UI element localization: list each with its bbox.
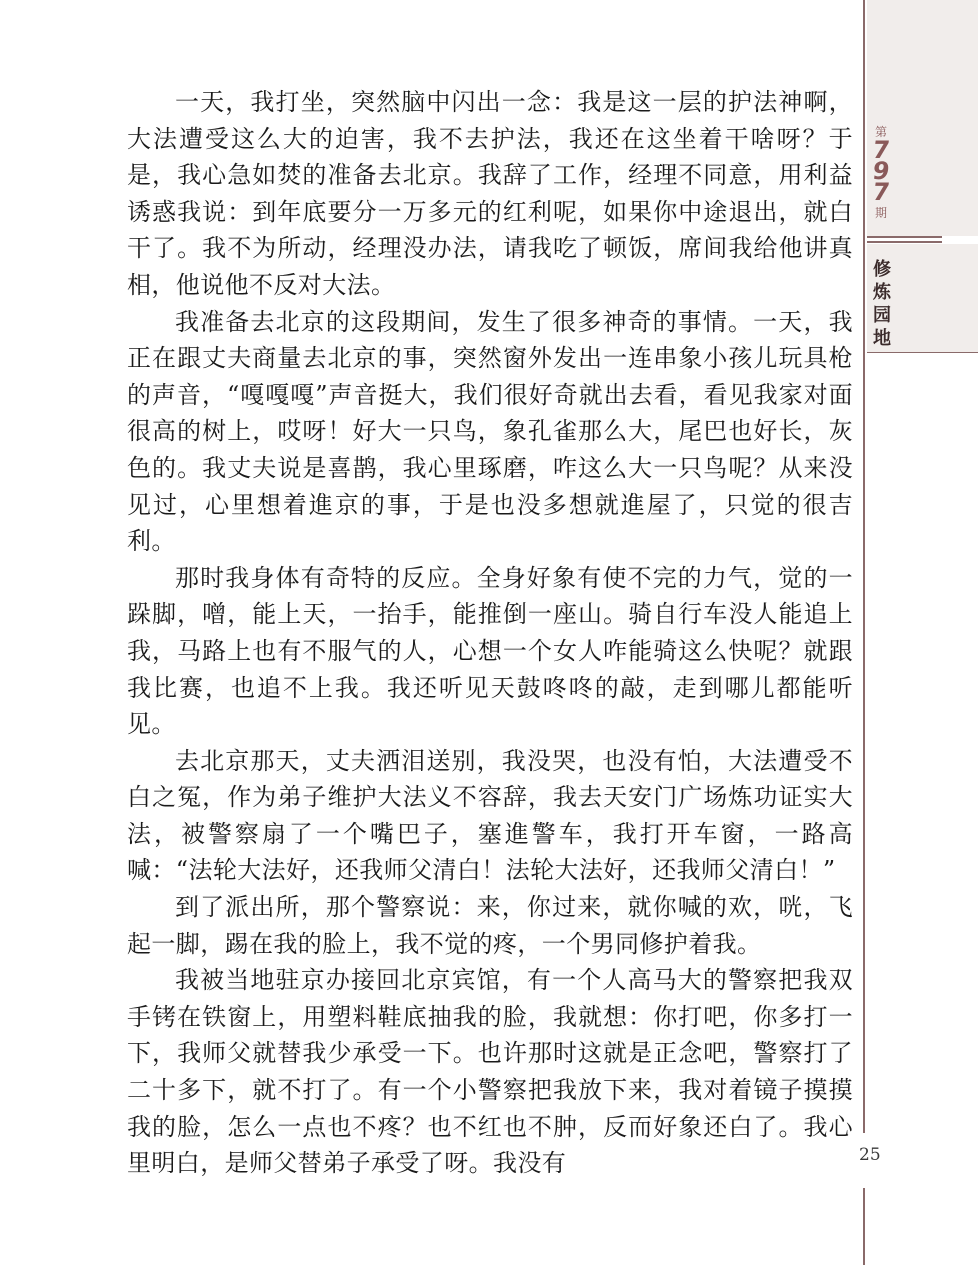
paragraph: 我准备去北京的这段期间，发生了很多神奇的事情。一天，我正在跟丈夫商量去北京的事，突然窗外发出一连串象小孩儿玩具枪的声音，“嘎嘎嘎”声音挺大，我们很好奇就出去看，看见我家对面很高的树上，哎呀！好大一只鸟，象孔雀那么大，尾巴也好长，灰色的。我丈夫说是喜鹊，我心里琢磨，咋这么大一只鸟呢？从来没见过，心里想着進京的事，于是也没多想就進屋了，只觉的很吉利。 [127, 307, 853, 556]
issue-digit: 7 [870, 136, 892, 164]
issue-number [870, 124, 892, 221]
section-char: 地 [873, 328, 891, 349]
section-char: 修 [873, 259, 891, 280]
issue-digit: 9 [870, 157, 892, 185]
divider [867, 352, 978, 353]
divider [867, 241, 942, 243]
paragraph: 一天，我打坐，突然脑中闪出一念：我是这一层的护法神啊，大法遭受这么大的迫害，我不去护法，我还在这坐着干啥呀？于是，我心急如焚的准备去北京。我辞了工作，经理不同意，用利益诱惑我说：到年底要分一万多元的红利呢，如果你中途退出，就白干了。我不为所动，经理没办法，请我吃了顿饭，席间我给他讲真相，他说他不反对大法。 [127, 88, 853, 299]
section-title [869, 258, 895, 350]
paragraph: 我被当地驻京办接回北京宾馆，有一个人高马大的警察把我双手铐在铁窗上，用塑料鞋底抽我的脸，我就想：你打吧，你多打一下，我师父就替我少承受一下。也许那时这就是正念吧，警察打了二十多下，就不打了。有一个小警察把我放下来，我对着镜子摸摸我的脸，怎么一点也不疼？也不红也不肿，反而好象还白了。我心里明白，是师父替弟子承受了呀。我没有 [127, 966, 853, 1178]
issue-digit: 7 [870, 178, 892, 206]
sidebar-rule-lower [863, 1188, 865, 1265]
page-number: 25 [859, 1145, 881, 1165]
section-char: 园 [873, 305, 891, 326]
divider [867, 236, 942, 238]
section-char: 炼 [873, 282, 891, 303]
paragraph: 那时我身体有奇特的反应。全身好象有使不完的力气，觉的一跺脚，噌，能上天，一抬手，能推倒一座山。骑自行车没人能追上我，马路上也有不服气的人，心想一个女人咋能骑这么快呢？就跟我比赛，也追不上我。我还听见天鼓咚咚的敲，走到哪儿都能听见。 [127, 563, 853, 739]
article-body [127, 84, 853, 1184]
issue-prefix: 第 [874, 125, 887, 139]
paragraph: 去北京那天，丈夫洒泪送别，我没哭，也没有怕，大法遭受不白之冤，作为弟子维护大法义不容辞，我去天安门广场炼功证实大法，被警察扇了一个嘴巴子，塞進警车，我打开车窗，一路高喊：“法轮大法好，还我师父清白！法轮大法好，还我师父清白！” [127, 746, 853, 885]
sidebar-rule-upper [863, 0, 865, 1133]
paragraph: 到了派出所，那个警察说：来，你过来，就你喊的欢，咣，飞起一脚，踢在我的脸上，我不觉的疼，一个男同修护着我。 [127, 893, 853, 958]
issue-suffix: 期 [874, 206, 887, 220]
